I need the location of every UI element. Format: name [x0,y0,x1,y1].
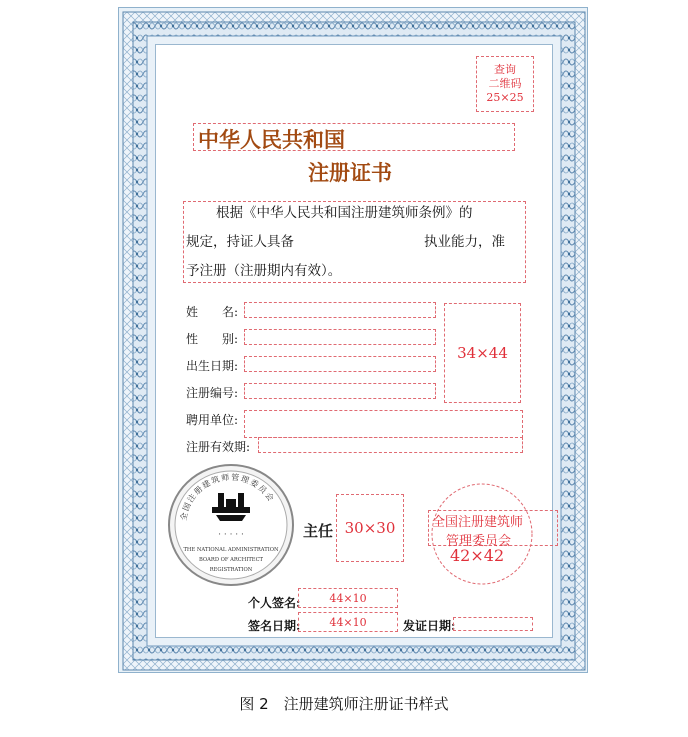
seal-top-text: 全国注册建筑师管理委员会 [179,472,277,522]
validity-label: 注册有效期: [186,440,251,454]
seal-dots: · · · · · [218,530,244,540]
qr-label-line1: 查询 [494,63,516,76]
employer-field [244,410,523,438]
photo-placeholder [444,303,521,403]
sign-date-label: 签名日期: [248,619,301,633]
personal-signature-label: 个人签名: [248,596,301,610]
sign-date-field [298,612,398,632]
photo-size: 34×44 [457,344,508,362]
seal-en-line1: THE NATIONAL ADMINISTRATION [183,547,279,553]
name-label: 姓 名: [186,305,239,319]
figure-caption: 图 2 注册建筑师注册证书样式 [239,695,449,713]
paragraph-line2-start: 规定，持证人具备 [186,234,294,250]
title-line1: 中华人民共和国 [198,128,345,152]
title-line2: 注册证书 [308,161,392,185]
reg-number-field [244,383,436,399]
stamp-line1: 全国注册建筑师 [432,515,524,530]
personal-sig-size: 44×10 [329,591,367,605]
paragraph-line1: 根据《中华人民共和国注册建筑师条例》的 [216,205,473,221]
paragraph-line3: 予注册（注册期内有效）。 [186,263,342,279]
employer-label: 聘用单位: [186,413,239,427]
stamp-line2: 管理委员会 [446,534,512,549]
qr-label-line2: 二维码 [488,77,522,90]
birth-date-field [244,356,436,372]
issue-date-field [453,617,533,631]
qr-code-placeholder [476,56,534,112]
director-sig-size: 30×30 [344,519,396,537]
gender-field [244,329,436,345]
birth-date-label: 出生日期: [186,359,239,373]
paragraph-line2-end: 执业能力，准 [424,234,505,250]
seal-en-line3: REGISTRATION [209,567,253,573]
official-seal [166,463,296,588]
validity-field [258,437,523,453]
director-signature-placeholder [336,494,404,562]
name-field [244,302,436,318]
sign-date-size: 44×10 [329,615,367,629]
issue-date-label: 发证日期: [403,619,456,633]
qr-label-line3: 25×25 [486,91,524,104]
reg-number-label: 注册编号: [186,386,239,400]
director-label: 主任 [303,522,334,540]
stamp-size: 42×42 [450,546,505,565]
personal-signature-field [298,588,398,608]
gender-label: 性 别: [186,332,239,346]
seal-en-line2: BOARD OF ARCHITECT [199,557,263,563]
